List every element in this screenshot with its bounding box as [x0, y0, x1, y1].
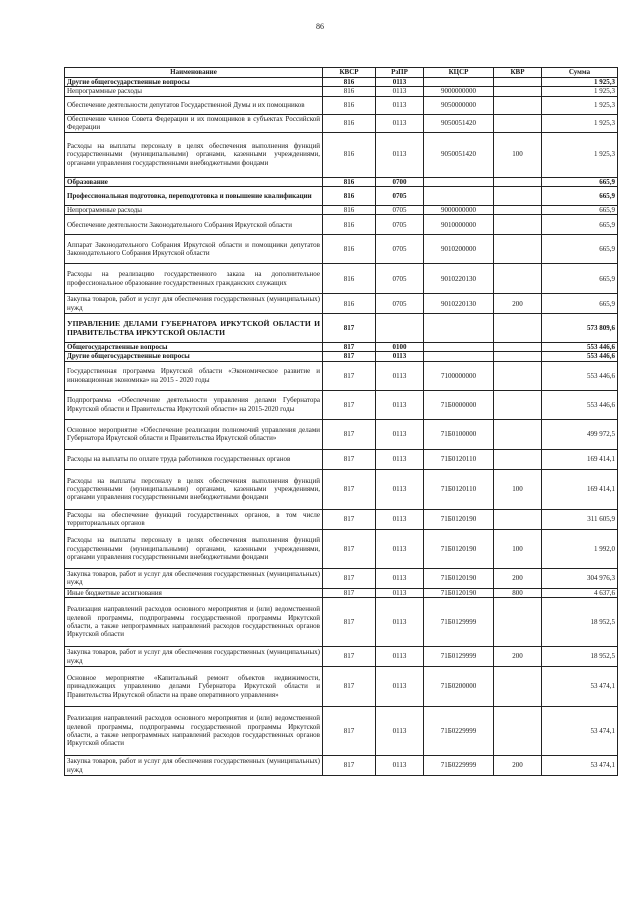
cell-rzpr: 0113	[376, 667, 424, 707]
table-row	[65, 361, 618, 390]
cell-rzpr: 0700	[376, 177, 424, 186]
table-row	[65, 343, 618, 352]
table-row	[65, 78, 618, 87]
cell-kcsr: 71Б0120190	[424, 568, 494, 588]
cell-kcsr: 71Б0129999	[424, 598, 494, 647]
cell-kcsr: 9010000000	[424, 215, 494, 235]
cell-kvr: 100	[494, 529, 542, 568]
cell-name: Расходы на выплаты персоналу в целях обеспечения выполнения функций государственными (муниципальными) органами, казенными учреждениями, органами управления государственными внебюджетными фондами	[65, 469, 323, 509]
cell-sum: 665,9	[542, 186, 618, 205]
cell-kvsr: 816	[323, 78, 376, 87]
cell-rzpr: 0113	[376, 352, 424, 361]
cell-name: Аппарат Законодательного Собрания Иркутской области и помощники депутатов Законодательного Собрания Иркутской области	[65, 235, 323, 264]
cell-kcsr: 71Б0229999	[424, 756, 494, 776]
cell-kcsr: 71Б0100000	[424, 419, 494, 449]
cell-sum: 665,9	[542, 294, 618, 314]
column-header-kvr: КВР	[494, 68, 542, 78]
cell-kcsr: 71Б0120110	[424, 469, 494, 509]
cell-name: Расходы на реализацию государственного заказа на дополнительное профессиональное образование государственных гражданских служащих	[65, 264, 323, 294]
cell-kvsr: 816	[323, 96, 376, 114]
cell-kcsr: 71Б0120190	[424, 509, 494, 529]
cell-kvsr: 817	[323, 352, 376, 361]
table-row	[65, 419, 618, 449]
cell-sum: 1 925,3	[542, 96, 618, 114]
cell-kvr	[494, 449, 542, 469]
cell-kvr	[494, 87, 542, 96]
cell-sum: 53 474,1	[542, 756, 618, 776]
table-row	[65, 205, 618, 214]
cell-rzpr: 0113	[376, 598, 424, 647]
cell-kvr	[494, 78, 542, 87]
cell-name: Обеспечение деятельности депутатов Государственной Думы и их помощников	[65, 96, 323, 114]
cell-kvsr: 817	[323, 529, 376, 568]
cell-kvsr: 817	[323, 419, 376, 449]
cell-kcsr: 71Б0120190	[424, 529, 494, 568]
column-header-rzpr: РзПР	[376, 68, 424, 78]
cell-rzpr: 0113	[376, 529, 424, 568]
cell-kvsr: 816	[323, 186, 376, 205]
cell-kcsr: 71Б0129999	[424, 647, 494, 667]
cell-sum: 573 809,6	[542, 314, 618, 343]
cell-name: Реализация направлений расходов основного мероприятия и (или) ведомственной целевой программы, подпрограммы государственной программы Иркутской области, а также непрограммных направлений расходов государственных органов Иркутской области	[65, 598, 323, 647]
cell-sum: 1 925,3	[542, 78, 618, 87]
cell-kvsr: 816	[323, 132, 376, 177]
cell-kvr	[494, 215, 542, 235]
cell-sum: 553 446,6	[542, 390, 618, 419]
cell-kvsr: 817	[323, 756, 376, 776]
table-row	[65, 314, 618, 343]
cell-kvr	[494, 390, 542, 419]
cell-sum: 553 446,6	[542, 361, 618, 390]
cell-sum: 4 637,6	[542, 588, 618, 597]
cell-name: Закупка товаров, работ и услуг для обеспечения государственных (муниципальных) нужд	[65, 568, 323, 588]
cell-kvr	[494, 177, 542, 186]
cell-rzpr: 0113	[376, 390, 424, 419]
cell-rzpr: 0113	[376, 87, 424, 96]
cell-rzpr: 0113	[376, 96, 424, 114]
cell-kcsr	[424, 78, 494, 87]
cell-kvsr: 817	[323, 343, 376, 352]
cell-rzpr: 0113	[376, 132, 424, 177]
cell-kvsr: 816	[323, 215, 376, 235]
cell-kvsr: 817	[323, 509, 376, 529]
cell-name: Обеспечение членов Совета Федерации и их помощников в субъектах Российской Федерации	[65, 114, 323, 132]
cell-sum: 311 605,9	[542, 509, 618, 529]
cell-rzpr: 0113	[376, 449, 424, 469]
cell-sum: 553 446,6	[542, 352, 618, 361]
cell-kvr	[494, 707, 542, 756]
table-row	[65, 352, 618, 361]
cell-sum: 553 446,6	[542, 343, 618, 352]
cell-rzpr	[376, 314, 424, 343]
cell-kvsr: 816	[323, 177, 376, 186]
cell-kvsr: 816	[323, 87, 376, 96]
cell-kvr: 200	[494, 647, 542, 667]
cell-name: Основное мероприятие «Обеспечение реализации полномочий управления делами Губернатора Иркутской области и Правительства Иркутской области»	[65, 419, 323, 449]
cell-kvr: 800	[494, 588, 542, 597]
table-row	[65, 667, 618, 707]
cell-name: Закупка товаров, работ и услуг для обеспечения государственных (муниципальных) нужд	[65, 294, 323, 314]
cell-kcsr: 9050051420	[424, 114, 494, 132]
table-row	[65, 529, 618, 568]
table-row	[65, 756, 618, 776]
cell-kvr: 200	[494, 756, 542, 776]
cell-kvsr: 817	[323, 390, 376, 419]
cell-kvsr: 817	[323, 469, 376, 509]
cell-name: Подпрограмма «Обеспечение деятельности управления делами Губернатора Иркутской области и Правительства Иркутской области» на 2015-2020 годы	[65, 390, 323, 419]
cell-rzpr: 0113	[376, 419, 424, 449]
cell-name: Образование	[65, 177, 323, 186]
table-row	[65, 294, 618, 314]
cell-kvr: 200	[494, 294, 542, 314]
cell-kvr	[494, 419, 542, 449]
cell-name: Государственная программа Иркутской области «Экономическое развитие и инновационная экономика» на 2015 - 2020 годы	[65, 361, 323, 390]
cell-name: Другие общегосударственные вопросы	[65, 78, 323, 87]
cell-rzpr: 0100	[376, 343, 424, 352]
cell-rzpr: 0113	[376, 588, 424, 597]
cell-sum: 18 952,5	[542, 647, 618, 667]
column-header-kcsr: КЦСР	[424, 68, 494, 78]
cell-kvr	[494, 361, 542, 390]
table-row	[65, 235, 618, 264]
cell-name: УПРАВЛЕНИЕ ДЕЛАМИ ГУБЕРНАТОРА ИРКУТСКОЙ ОБЛАСТИ И ПРАВИТЕЛЬСТВА ИРКУТСКОЙ ОБЛАСТИ	[65, 314, 323, 343]
cell-rzpr: 0113	[376, 568, 424, 588]
cell-sum: 304 976,3	[542, 568, 618, 588]
cell-sum: 169 414,1	[542, 469, 618, 509]
cell-kcsr: 71Б0000000	[424, 390, 494, 419]
cell-kvsr: 817	[323, 598, 376, 647]
cell-sum: 1 925,3	[542, 132, 618, 177]
table-row	[65, 114, 618, 132]
cell-kvsr: 816	[323, 294, 376, 314]
column-header-name: Наименование	[65, 68, 323, 78]
cell-sum: 1 925,3	[542, 114, 618, 132]
table-row	[65, 96, 618, 114]
cell-sum: 665,9	[542, 177, 618, 186]
cell-name: Профессиональная подготовка, переподготовка и повышение квалификации	[65, 186, 323, 205]
cell-name: Расходы на выплаты персоналу в целях обеспечения выполнения функций государственными (муниципальными) органами, казенными учреждениями, органами управления государственными внебюджетными фондами	[65, 529, 323, 568]
cell-kvsr: 816	[323, 114, 376, 132]
cell-kcsr: 71Б0229999	[424, 707, 494, 756]
cell-name: Закупка товаров, работ и услуг для обеспечения государственных (муниципальных) нужд	[65, 756, 323, 776]
table-row	[65, 469, 618, 509]
cell-kvr	[494, 314, 542, 343]
cell-sum: 665,9	[542, 235, 618, 264]
cell-kcsr: 9000000000	[424, 87, 494, 96]
cell-kvr	[494, 343, 542, 352]
cell-rzpr: 0113	[376, 756, 424, 776]
cell-rzpr: 0113	[376, 647, 424, 667]
cell-kvsr: 816	[323, 205, 376, 214]
cell-rzpr: 0113	[376, 114, 424, 132]
cell-sum: 665,9	[542, 215, 618, 235]
cell-kcsr: 7100000000	[424, 361, 494, 390]
cell-kcsr: 9010220130	[424, 264, 494, 294]
cell-kvsr: 817	[323, 667, 376, 707]
cell-kcsr: 9050000000	[424, 96, 494, 114]
cell-sum: 665,9	[542, 264, 618, 294]
table-row	[65, 132, 618, 177]
cell-name: Обеспечение деятельности Законодательного Собрания Иркутской области	[65, 215, 323, 235]
cell-rzpr: 0705	[376, 264, 424, 294]
cell-name: Реализация направлений расходов основного мероприятия и (или) ведомственной целевой программы, подпрограммы государственной программы Иркутской области, а также непрограммных направлений расходов государственных органов Иркутской области	[65, 707, 323, 756]
cell-kcsr: 71Б0120110	[424, 449, 494, 469]
cell-rzpr: 0113	[376, 361, 424, 390]
table-row	[65, 390, 618, 419]
cell-kvr	[494, 96, 542, 114]
cell-kvsr: 816	[323, 235, 376, 264]
cell-kcsr: 9010200000	[424, 235, 494, 264]
table-row	[65, 264, 618, 294]
cell-kvr	[494, 667, 542, 707]
cell-kvr	[494, 186, 542, 205]
cell-rzpr: 0705	[376, 294, 424, 314]
table-body	[65, 78, 618, 776]
cell-sum: 1 925,3	[542, 87, 618, 96]
cell-name: Непрограммные расходы	[65, 205, 323, 214]
cell-kcsr: 71Б0200000	[424, 667, 494, 707]
cell-name: Другие общегосударственные вопросы	[65, 352, 323, 361]
table-row	[65, 215, 618, 235]
cell-kcsr	[424, 343, 494, 352]
cell-rzpr: 0113	[376, 469, 424, 509]
budget-table	[64, 67, 618, 776]
cell-kvsr: 817	[323, 314, 376, 343]
cell-sum: 1 992,0	[542, 529, 618, 568]
cell-kcsr	[424, 352, 494, 361]
cell-rzpr: 0705	[376, 235, 424, 264]
cell-kvr: 200	[494, 568, 542, 588]
table-row	[65, 87, 618, 96]
table-row	[65, 186, 618, 205]
cell-name: Непрограммные расходы	[65, 87, 323, 96]
cell-kvsr: 816	[323, 264, 376, 294]
cell-kcsr	[424, 177, 494, 186]
column-header-sum: Сумма	[542, 68, 618, 78]
cell-rzpr: 0113	[376, 509, 424, 529]
cell-kvsr: 817	[323, 568, 376, 588]
cell-sum: 53 474,1	[542, 667, 618, 707]
table-row	[65, 707, 618, 756]
cell-kcsr: 9050051420	[424, 132, 494, 177]
cell-name: Основное мероприятие «Капитальный ремонт объектов недвижимости, принадлежащих управлению делами Губернатора Иркутской области и Правительства Иркутской области на праве оперативного управления»	[65, 667, 323, 707]
cell-rzpr: 0705	[376, 205, 424, 214]
cell-kvsr: 817	[323, 361, 376, 390]
cell-sum: 53 474,1	[542, 707, 618, 756]
table-row	[65, 449, 618, 469]
cell-name: Расходы на обеспечение функций государственных органов, в том числе территориальных органов	[65, 509, 323, 529]
cell-kcsr: 71Б0120190	[424, 588, 494, 597]
cell-sum: 499 972,5	[542, 419, 618, 449]
column-header-kvsr: КВСР	[323, 68, 376, 78]
cell-name: Расходы на выплаты персоналу в целях обеспечения выполнения функций государственными (муниципальными) органами, казенными учреждениями, органами управления государственными внебюджетными фондами	[65, 132, 323, 177]
cell-kcsr	[424, 186, 494, 205]
cell-kvr: 100	[494, 132, 542, 177]
cell-rzpr: 0705	[376, 186, 424, 205]
cell-kcsr: 9000000000	[424, 205, 494, 214]
cell-kcsr	[424, 314, 494, 343]
cell-kvsr: 817	[323, 647, 376, 667]
table-header-row	[65, 68, 618, 78]
table-row	[65, 568, 618, 588]
cell-sum: 18 952,5	[542, 598, 618, 647]
cell-kvr	[494, 264, 542, 294]
cell-kvr	[494, 114, 542, 132]
page-number: 86	[316, 22, 324, 31]
table-row	[65, 509, 618, 529]
cell-name: Расходы на выплаты по оплате труда работников государственных органов	[65, 449, 323, 469]
table-row	[65, 647, 618, 667]
cell-sum: 665,9	[542, 205, 618, 214]
cell-kvr	[494, 598, 542, 647]
cell-rzpr: 0705	[376, 215, 424, 235]
cell-kcsr: 9010220130	[424, 294, 494, 314]
cell-kvr: 100	[494, 469, 542, 509]
cell-rzpr: 0113	[376, 78, 424, 87]
table-row	[65, 598, 618, 647]
cell-kvr	[494, 205, 542, 214]
table-row	[65, 177, 618, 186]
cell-kvr	[494, 509, 542, 529]
cell-kvsr: 817	[323, 449, 376, 469]
table-row	[65, 588, 618, 597]
cell-kvsr: 817	[323, 707, 376, 756]
cell-rzpr: 0113	[376, 707, 424, 756]
cell-name: Общегосударственные вопросы	[65, 343, 323, 352]
cell-name: Иные бюджетные ассигнования	[65, 588, 323, 597]
cell-sum: 169 414,1	[542, 449, 618, 469]
cell-kvr	[494, 235, 542, 264]
cell-kvr	[494, 352, 542, 361]
cell-name: Закупка товаров, работ и услуг для обеспечения государственных (муниципальных) нужд	[65, 647, 323, 667]
cell-kvsr: 817	[323, 588, 376, 597]
